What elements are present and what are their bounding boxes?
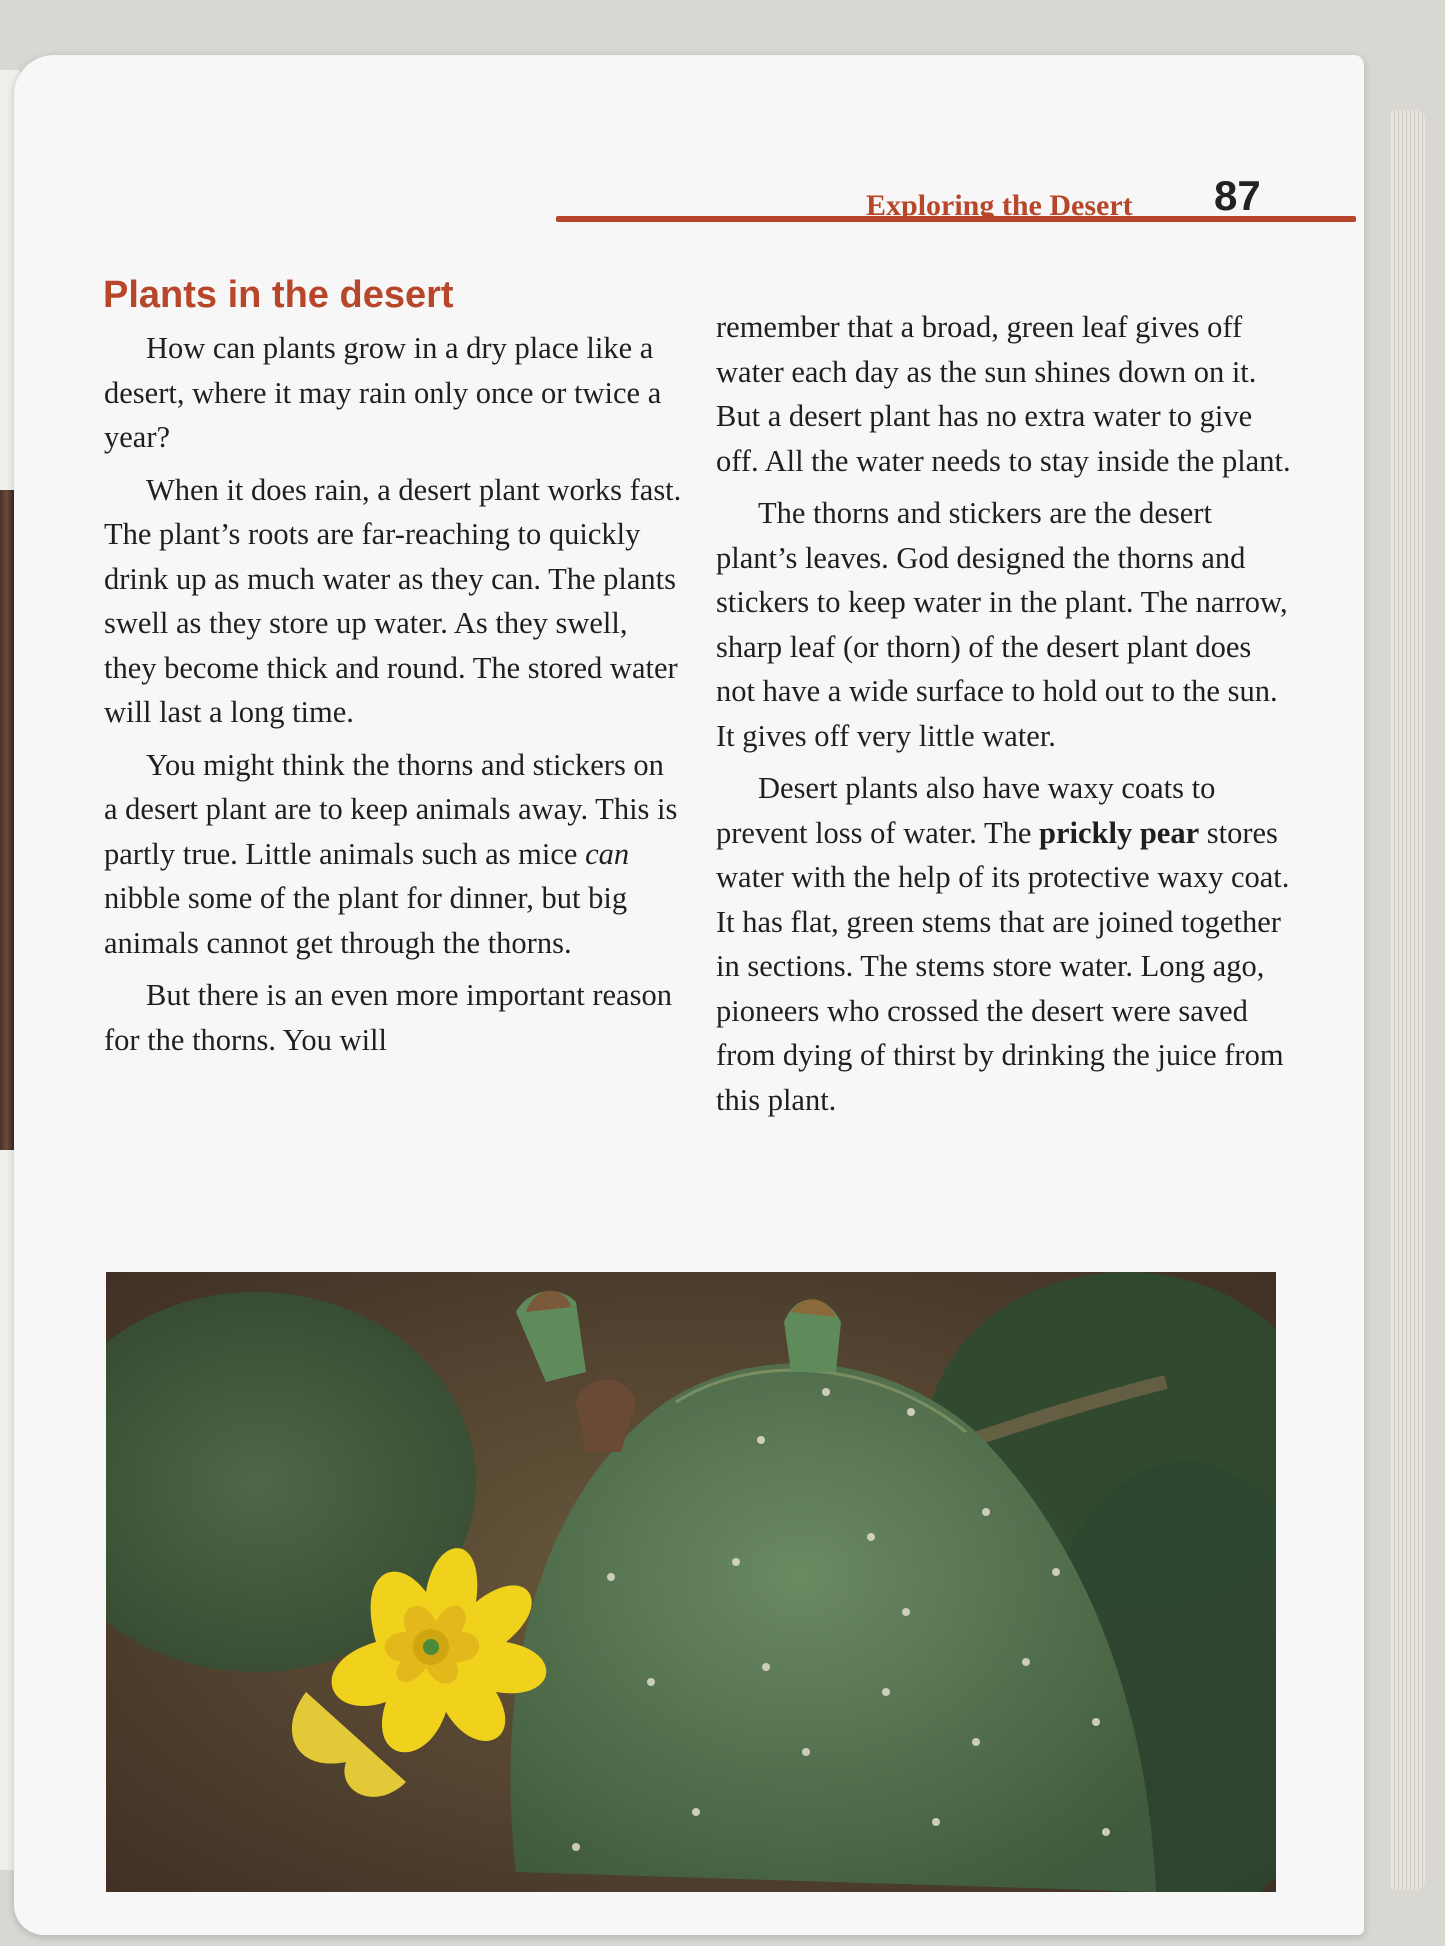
- page-number: 87: [1214, 172, 1261, 219]
- left-paragraph-3-text-a: You might think the thorns and stickers on a desert plant are to keep animals away. This is partly true. Little animals such as mice: [104, 747, 678, 871]
- left-paragraph-3: [104, 743, 684, 966]
- right-paragraph-3-text-a: Desert plants also have waxy coats to prevent loss of water. The: [716, 771, 1216, 850]
- left-column: [104, 326, 684, 1070]
- prickly-pear-illustration: [106, 1272, 1276, 1892]
- previous-page-photo-strip: [0, 490, 14, 1150]
- left-paragraph-4: But there is an even more important reason for the thorns. You will: [104, 978, 672, 1057]
- right-paragraph-3: [716, 766, 1296, 1122]
- right-paragraph-2: The thorns and stickers are the desert plant’s leaves. God designed the thorns and stickers to keep water in the plant. The narrow, sharp leaf (or thorn) of the desert plant does not have a wide surface to hold out to the sun. It gives off very little water.: [716, 496, 1288, 753]
- running-head: Exploring the Desert: [866, 189, 1133, 222]
- section-title: Plants in the desert: [103, 274, 454, 316]
- left-paragraph-2: When it does rain, a desert plant works fast. The plant’s roots are far-reaching to quickly drink up as much water as they can. The plants swell as they store up water. As they swell, they become thick and round. The stored water will last a long time.: [104, 472, 682, 729]
- right-paragraph-3-bold-term: prickly pear: [1039, 815, 1200, 850]
- left-paragraph-3-emphasis: can: [585, 836, 630, 871]
- right-paragraph-3-text-b: stores water with the help of its protective waxy coat. It has flat, green stems that are joined together in sections. The stems store water. Long ago, pioneers who crossed the desert were saved from dying of thirst by drinking the juice from this plant.: [716, 815, 1290, 1117]
- page-stack-edge: [1391, 110, 1425, 1890]
- left-paragraph-1: How can plants grow in a dry place like a desert, where it may rain only once or twice a year?: [104, 331, 662, 454]
- prickly-pear-photo: [106, 1272, 1276, 1892]
- right-paragraph-1: remember that a broad, green leaf gives off water each day as the sun shines down on it. But a desert plant has no extra water to give off. All the water needs to stay inside the plant.: [716, 310, 1291, 478]
- right-column: [716, 305, 1296, 1130]
- left-paragraph-3-text-b: nibble some of the plant for dinner, but big animals cannot get through the thorns.: [104, 881, 628, 960]
